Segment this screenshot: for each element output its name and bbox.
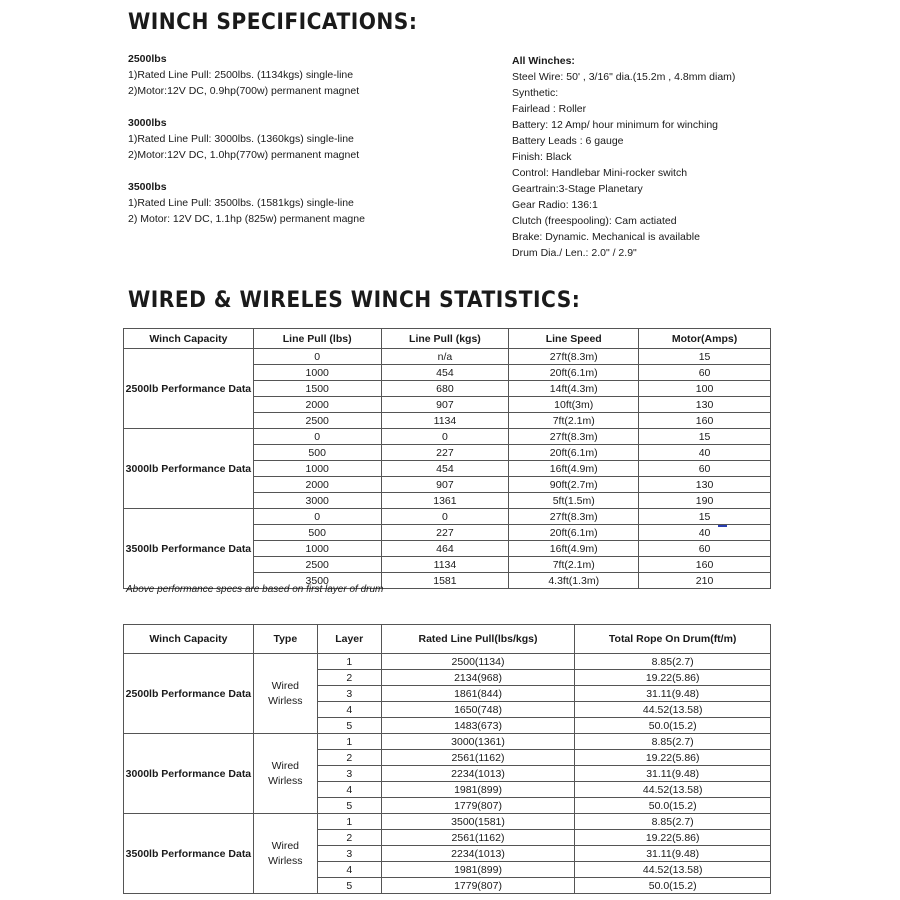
table-cell: 7ft(2.1m): [509, 557, 639, 573]
stats-title: WIRED & WIRELES WINCH STATISTICS:: [128, 288, 581, 313]
table-cell: 1: [317, 654, 381, 670]
table-cell: 31.11(9.48): [575, 766, 771, 782]
table-cell: 2500: [253, 557, 381, 573]
table-cell: 5: [317, 718, 381, 734]
table-cell: 1483(673): [381, 718, 575, 734]
table-cell: 3500(1581): [381, 814, 575, 830]
table-cell: 680: [381, 381, 509, 397]
table-cell: 15: [639, 349, 771, 365]
table-cell: 8.85(2.7): [575, 654, 771, 670]
table-cell: 19.22(5.86): [575, 750, 771, 766]
table-cell: 0: [253, 509, 381, 525]
table-cell: 16ft(4.9m): [509, 461, 639, 477]
spec-line: 2) Motor: 12V DC, 1.1hp (825w) permanent magne: [128, 213, 365, 225]
table-cell: 1134: [381, 413, 509, 429]
spec-gap: [128, 163, 458, 179]
spec-heading: 2500lbs: [128, 53, 167, 65]
table-cell: 454: [381, 461, 509, 477]
table-cell: 907: [381, 397, 509, 413]
table-cell: 1500: [253, 381, 381, 397]
table-cell: 2561(1162): [381, 830, 575, 846]
spec-line: Synthetic:: [512, 87, 559, 99]
specs-right-column: [512, 53, 842, 261]
table-cell: 1000: [253, 365, 381, 381]
table-cell: 210: [639, 573, 771, 589]
table-cell: n/a: [381, 349, 509, 365]
table-row: [124, 734, 771, 750]
column-header: Winch Capacity: [124, 329, 254, 349]
spec-heading: 3500lbs: [128, 181, 167, 193]
column-header: Total Rope On Drum(ft/m): [575, 625, 771, 654]
table-row: [124, 509, 771, 525]
spec-line: Clutch (freespooling): Cam actiated: [512, 215, 677, 227]
table-cell: 19.22(5.86): [575, 830, 771, 846]
spec-line: Battery: 12 Amp/ hour minimum for winching: [512, 119, 719, 131]
table-cell: 160: [639, 557, 771, 573]
table-cell: 10ft(3m): [509, 397, 639, 413]
table-cell: 3000: [253, 493, 381, 509]
table-row: [124, 429, 771, 445]
table-cell: 190: [639, 493, 771, 509]
table-cell: 5: [317, 878, 381, 894]
table-cell: 0: [253, 349, 381, 365]
column-header: Type: [253, 625, 317, 654]
table-cell: 130: [639, 477, 771, 493]
table-cell: 907: [381, 477, 509, 493]
table-cell: 1: [317, 734, 381, 750]
table-cell: 20ft(6.1m): [509, 445, 639, 461]
column-header: Line Pull (lbs): [253, 329, 381, 349]
table-cell: 2: [317, 830, 381, 846]
table-cell: 3000(1361): [381, 734, 575, 750]
spec-line: 1)Rated Line Pull: 2500lbs. (1134kgs) single-line: [128, 69, 354, 81]
spec-line: Fairlead : Roller: [512, 103, 587, 115]
capacity-group-label: 3500lb Performance Data: [124, 509, 254, 589]
specs-left-column: [128, 51, 458, 227]
type-cell: Wired Wirless: [253, 814, 317, 894]
table-cell: 7ft(2.1m): [509, 413, 639, 429]
spec-line: 2)Motor:12V DC, 0.9hp(700w) permanent magnet: [128, 85, 360, 97]
table-cell: 50.0(15.2): [575, 718, 771, 734]
table-row: [124, 349, 771, 365]
column-header: Line Speed: [509, 329, 639, 349]
table-cell: 31.11(9.48): [575, 846, 771, 862]
table-cell: 160: [639, 413, 771, 429]
table-cell: 1361: [381, 493, 509, 509]
table-cell: 500: [253, 525, 381, 541]
column-header: Line Pull (kgs): [381, 329, 509, 349]
table-cell: 2000: [253, 477, 381, 493]
table-cell: 1861(844): [381, 686, 575, 702]
table-cell: 3: [317, 686, 381, 702]
table-cell: 100: [639, 381, 771, 397]
spec-line: Finish: Black: [512, 151, 572, 163]
table-cell: 2: [317, 670, 381, 686]
table-cell: 1: [317, 814, 381, 830]
table-cell: 40: [639, 445, 771, 461]
table-cell: 3: [317, 766, 381, 782]
table-cell: 4: [317, 702, 381, 718]
table-cell: 50.0(15.2): [575, 798, 771, 814]
table-cell: 4: [317, 862, 381, 878]
table-cell: 2: [317, 750, 381, 766]
table-cell: 27ft(8.3m): [509, 349, 639, 365]
table-cell: 14ft(4.3m): [509, 381, 639, 397]
column-header: Motor(Amps): [639, 329, 771, 349]
table-cell: 8.85(2.7): [575, 734, 771, 750]
spec-line: Steel Wire: 50' , 3/16" dia.(15.2m , 4.8mm diam): [512, 71, 736, 83]
table-cell: 454: [381, 365, 509, 381]
table-cell: 5: [317, 798, 381, 814]
table-cell: 27ft(8.3m): [509, 429, 639, 445]
table-cell: 20ft(6.1m): [509, 365, 639, 381]
table-cell: 40: [639, 525, 771, 541]
capacity-group-label: 3500lb Performance Data: [124, 814, 254, 894]
table-cell: 1650(748): [381, 702, 575, 718]
table-cell: 2234(1013): [381, 766, 575, 782]
spec-line: Battery Leads : 6 gauge: [512, 135, 624, 147]
capacity-group-label: 2500lb Performance Data: [124, 349, 254, 429]
table-cell: 1134: [381, 557, 509, 573]
type-cell: Wired Wirless: [253, 734, 317, 814]
table-cell: 130: [639, 397, 771, 413]
table-cell: 2000: [253, 397, 381, 413]
table-cell: 44.52(13.58): [575, 702, 771, 718]
spec-line: 1)Rated Line Pull: 3500lbs. (1581kgs) single-line: [128, 197, 354, 209]
table-cell: 1779(807): [381, 798, 575, 814]
column-header: Winch Capacity: [124, 625, 254, 654]
table-cell: 2561(1162): [381, 750, 575, 766]
table-cell: 50.0(15.2): [575, 878, 771, 894]
rope-table-header: [124, 625, 771, 654]
spec-gap: [128, 99, 458, 115]
table-cell: 1000: [253, 461, 381, 477]
table-cell: 31.11(9.48): [575, 686, 771, 702]
table-cell: 1779(807): [381, 878, 575, 894]
specs-title: WINCH SPECIFICATIONS:: [128, 10, 418, 35]
performance-note: Above performance specs are based on first layer of drum: [126, 584, 384, 595]
table-cell: 60: [639, 461, 771, 477]
table-cell: 4.3ft(1.3m): [509, 573, 639, 589]
table-cell: 44.52(13.58): [575, 782, 771, 798]
table-cell: 16ft(4.9m): [509, 541, 639, 557]
table-cell: 15: [639, 429, 771, 445]
table-cell: 20ft(6.1m): [509, 525, 639, 541]
table-cell: 60: [639, 541, 771, 557]
capacity-group-label: 3000lb Performance Data: [124, 734, 254, 814]
spec-line: 2)Motor:12V DC, 1.0hp(770w) permanent magnet: [128, 149, 360, 161]
table-cell: 90ft(2.7m): [509, 477, 639, 493]
all-winches-heading: All Winches:: [512, 55, 575, 67]
spec-line: Brake: Dynamic. Mechanical is available: [512, 231, 700, 243]
column-header: Rated Line Pull(lbs/kgs): [381, 625, 575, 654]
table-cell: 1981(899): [381, 862, 575, 878]
table-cell: 5ft(1.5m): [509, 493, 639, 509]
pen-mark: [718, 525, 727, 527]
table-cell: 4: [317, 782, 381, 798]
table-cell: 464: [381, 541, 509, 557]
performance-table: [123, 328, 771, 589]
column-header: Layer: [317, 625, 381, 654]
table-cell: 2134(968): [381, 670, 575, 686]
table-cell: 2234(1013): [381, 846, 575, 862]
table-cell: 1981(899): [381, 782, 575, 798]
table-row: [124, 814, 771, 830]
table-cell: 2500(1134): [381, 654, 575, 670]
capacity-group-label: 2500lb Performance Data: [124, 654, 254, 734]
spec-line: Control: Handlebar Mini-rocker switch: [512, 167, 688, 179]
table-cell: 3: [317, 846, 381, 862]
table-cell: 60: [639, 365, 771, 381]
table-cell: 44.52(13.58): [575, 862, 771, 878]
table-cell: 2500: [253, 413, 381, 429]
table-cell: 227: [381, 525, 509, 541]
spec-line: Geartrain:3-Stage Planetary: [512, 183, 643, 195]
table-cell: 0: [381, 509, 509, 525]
type-cell: Wired Wirless: [253, 654, 317, 734]
table-cell: 27ft(8.3m): [509, 509, 639, 525]
rope-table: [123, 624, 771, 894]
spec-heading: 3000lbs: [128, 117, 167, 129]
performance-table-header: [124, 329, 771, 349]
table-cell: 1581: [381, 573, 509, 589]
table-row: [124, 654, 771, 670]
table-cell: 1000: [253, 541, 381, 557]
spec-line: 1)Rated Line Pull: 3000lbs. (1360kgs) single-line: [128, 133, 354, 145]
table-cell: 0: [253, 429, 381, 445]
table-cell: 19.22(5.86): [575, 670, 771, 686]
table-cell: 0: [381, 429, 509, 445]
table-cell: 3500: [253, 573, 381, 589]
capacity-group-label: 3000lb Performance Data: [124, 429, 254, 509]
spec-line: Gear Radio: 136:1: [512, 199, 598, 211]
table-cell: 8.85(2.7): [575, 814, 771, 830]
table-cell: 15: [639, 509, 771, 525]
spec-line: Drum Dia./ Len.: 2.0" / 2.9": [512, 247, 637, 259]
table-cell: 227: [381, 445, 509, 461]
table-cell: 500: [253, 445, 381, 461]
